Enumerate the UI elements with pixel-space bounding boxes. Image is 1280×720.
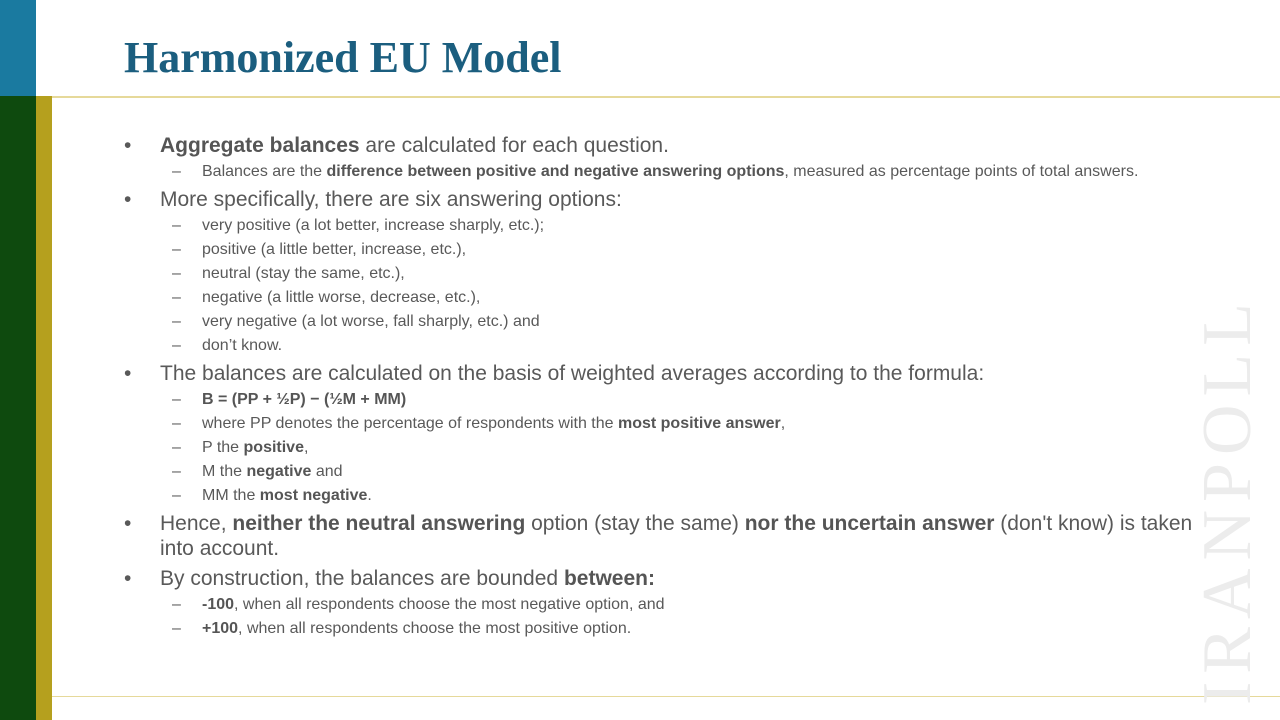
sub-bullet-text [202, 241, 466, 258]
bold-text: B = (PP + ½P) − (½M + MM) [202, 391, 407, 408]
text-run: , when all respondents choose the most positive option. [238, 620, 632, 637]
bullet-item [124, 133, 1224, 182]
sub-bullet-text [202, 596, 665, 613]
slide-title: Harmonized EU Model [124, 33, 562, 82]
bold-text: -100 [202, 596, 235, 613]
sub-bullet-item [124, 240, 1224, 260]
bullet-text [160, 362, 984, 385]
sub-bullet-text [202, 265, 405, 282]
sub-bullet-text [202, 217, 544, 234]
bullet-text [160, 512, 1192, 560]
text-run: negative (a little worse, decrease, etc.), [202, 289, 481, 306]
text-run: , [303, 439, 309, 456]
bold-text: most negative [259, 487, 368, 504]
sub-bullet-text [202, 391, 406, 408]
sub-bullet-item [124, 462, 1224, 482]
dash-marker: – [172, 163, 181, 180]
sub-bullet-text [202, 289, 480, 306]
text-run: neutral (stay the same, etc.), [202, 265, 405, 282]
bullet-marker: • [124, 362, 132, 385]
sub-bullet-item [124, 264, 1224, 284]
text-run: very negative (a lot worse, fall sharply, etc.) and [202, 313, 540, 330]
text-run: positive (a little better, increase, etc.), [202, 241, 467, 258]
text-run: By construction, the balances are bounded [160, 567, 564, 590]
sub-bullet-text [202, 313, 540, 330]
footer-divider [52, 696, 1280, 697]
dash-marker: – [172, 439, 181, 456]
bullet-item [124, 566, 1224, 639]
watermark-logo: IRANPOLL [1189, 294, 1266, 706]
sub-list [160, 216, 1224, 356]
sub-list [160, 390, 1224, 506]
bullet-item [124, 361, 1224, 506]
bold-text: positive [243, 439, 304, 456]
sub-bullet-text [202, 463, 343, 480]
dash-marker: – [172, 415, 181, 432]
sub-bullet-text [202, 439, 308, 456]
text-run: . [367, 487, 372, 504]
accent-bar-green [0, 96, 36, 720]
bullet-marker: • [124, 134, 132, 157]
bold-text: neither the neutral answering [232, 512, 526, 535]
sub-bullet-item [124, 336, 1224, 356]
dash-marker: – [172, 313, 181, 330]
sub-bullet-text [202, 337, 282, 354]
bold-text: +100 [202, 620, 239, 637]
sub-list [160, 595, 1224, 639]
text-run: Balances are the [202, 163, 327, 180]
bold-text: nor the uncertain answer [744, 512, 995, 535]
sub-bullet-text [202, 487, 372, 504]
text-run: option (stay the same) [525, 512, 745, 535]
text-run: MM the [202, 487, 260, 504]
text-run: , [780, 415, 786, 432]
bold-text: Aggregate balances [160, 134, 360, 157]
sub-bullet-item [124, 312, 1224, 332]
bullet-marker: • [124, 512, 132, 535]
sub-bullet-text [202, 415, 785, 432]
bullet-item [124, 511, 1224, 561]
bullet-text [160, 134, 669, 157]
dash-marker: – [172, 463, 181, 480]
dash-marker: – [172, 391, 181, 408]
bold-text: most positive answer [617, 415, 781, 432]
dash-marker: – [172, 217, 181, 234]
dash-marker: – [172, 596, 181, 613]
bold-text: negative [246, 463, 312, 480]
dash-marker: – [172, 289, 181, 306]
dash-marker: – [172, 620, 181, 637]
bold-text: between: [563, 567, 655, 590]
sub-bullet-item [124, 438, 1224, 458]
sub-bullet-item [124, 619, 1224, 639]
dash-marker: – [172, 337, 181, 354]
dash-marker: – [172, 241, 181, 258]
bullet-item [124, 187, 1224, 356]
sub-bullet-item [124, 390, 1224, 410]
text-run: More specifically, there are six answering options: [160, 188, 622, 211]
dash-marker: – [172, 265, 181, 282]
text-run: The balances are calculated on the basis of weighted averages according to the formula: [160, 362, 985, 385]
text-run: very positive (a lot better, increase sharply, etc.); [202, 217, 545, 234]
text-run: where PP denotes the percentage of respondents with the [202, 415, 618, 432]
bullet-text [160, 567, 655, 590]
slide-body [124, 128, 1224, 639]
text-run: , measured as percentage points of total answers. [784, 163, 1139, 180]
bold-text: difference between positive and negative answering options [326, 163, 785, 180]
sub-bullet-text [202, 620, 631, 637]
title-divider [52, 96, 1280, 98]
bullet-text [160, 188, 622, 211]
text-run: are calculated for each question. [359, 134, 669, 157]
sub-bullet-item [124, 414, 1224, 434]
bullet-marker: • [124, 567, 132, 590]
text-run: Hence, [160, 512, 233, 535]
sub-bullet-item [124, 288, 1224, 308]
sub-list [160, 162, 1224, 182]
dash-marker: – [172, 487, 181, 504]
text-run: , when all respondents choose the most negative option, and [234, 596, 665, 613]
sub-bullet-item [124, 216, 1224, 236]
sub-bullet-item [124, 162, 1224, 182]
accent-bar-gold [36, 96, 52, 720]
sub-bullet-item [124, 486, 1224, 506]
bullet-marker: • [124, 188, 132, 211]
bullet-list [124, 133, 1224, 639]
text-run: (don't know) is taken into account. [160, 512, 1193, 560]
sub-bullet-item [124, 595, 1224, 615]
sub-bullet-text [202, 163, 1138, 180]
accent-bar-blue [0, 0, 36, 96]
text-run: M the [202, 463, 247, 480]
text-run: P the [202, 439, 244, 456]
text-run: don’t know. [202, 337, 283, 354]
text-run: and [311, 463, 343, 480]
